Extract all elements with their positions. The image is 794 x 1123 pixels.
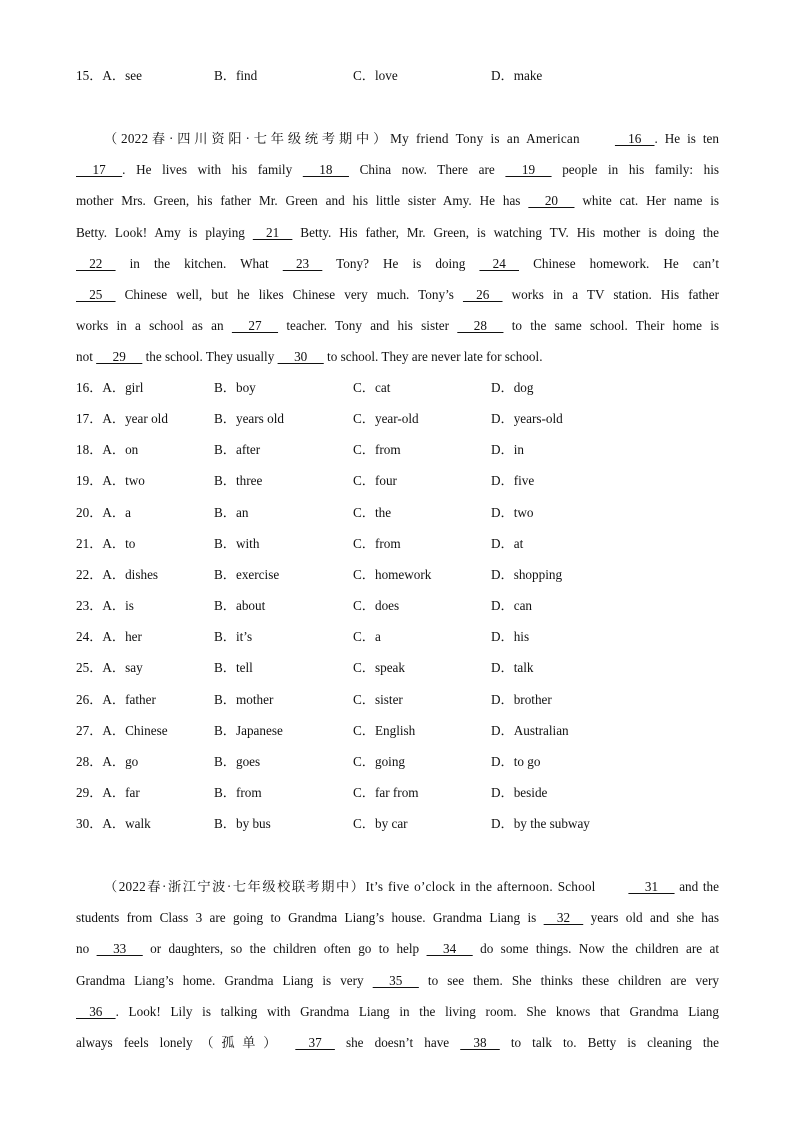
passage-text: people in his family: his — [551, 162, 720, 178]
question-options-row — [76, 627, 736, 647]
question-15-options — [76, 66, 736, 86]
question-number: 22． — [76, 566, 103, 582]
passage-text: years old and she has — [583, 910, 719, 926]
answer-blank: 24 — [479, 255, 519, 271]
option-d: D．make — [491, 68, 543, 83]
question-number: 27． — [76, 722, 103, 738]
passage-line — [76, 185, 719, 216]
question-number-and-option-a — [76, 378, 143, 398]
passage-text: she doesn’t have — [334, 1034, 461, 1050]
answer-blank: 30 — [277, 349, 324, 365]
answer-blank: 23 — [282, 255, 323, 271]
passage-line — [76, 154, 719, 185]
passage-text: to school. They are never late for school. — [323, 349, 543, 365]
passage-text: Chinese homework. He can’t — [519, 255, 719, 271]
answer-blank: 34 — [426, 941, 473, 957]
question-options-row — [76, 690, 736, 710]
answer-blank: 32 — [543, 910, 584, 926]
passage-text: mother Mrs. Green, his father Mr. Green and his little sister Amy. He has — [76, 193, 529, 209]
question-number: 19． — [76, 473, 103, 489]
question-number: 26． — [76, 691, 103, 707]
passage-text: the school. They usually — [142, 349, 278, 365]
question-number-and-option-a — [76, 783, 140, 803]
option-a: A．girl — [102, 380, 144, 395]
answer-blank: 20 — [528, 193, 575, 209]
question-number-and-option-a — [76, 690, 156, 710]
option-d: D．can — [491, 598, 533, 614]
answer-blank: 22 — [76, 255, 116, 271]
question-number: 28． — [76, 753, 103, 769]
option-b: B．goes — [214, 753, 261, 769]
option-d: D．in — [491, 442, 524, 458]
passage-text: do some things. Now the children are at — [472, 941, 720, 957]
answer-blank: 25 — [76, 286, 116, 302]
question-number: 20． — [76, 504, 103, 520]
option-b: B．find — [214, 68, 258, 83]
option-b: B．tell — [214, 660, 253, 676]
option-b: B．exercise — [214, 566, 280, 582]
option-d: D．to go — [491, 753, 541, 769]
passage-line — [76, 871, 719, 902]
answer-blank: 16 — [614, 131, 655, 146]
option-d: D．his — [491, 629, 530, 645]
option-c: C．speak — [353, 660, 406, 676]
option-a: A．far — [102, 784, 140, 800]
option-b: B．with — [214, 535, 260, 551]
question-number-15: 15．A．see — [76, 68, 142, 83]
cloze-passage-1 — [76, 123, 719, 373]
passage-text: Chinese well, but he likes Chinese very much. Tony’s — [115, 286, 463, 302]
question-options-row — [76, 440, 736, 460]
answer-blank: 33 — [96, 941, 143, 957]
option-b: B．boy — [214, 380, 256, 395]
passage-text: works in a school as an — [76, 318, 232, 334]
option-a: A．walk — [102, 816, 151, 832]
passage-text: not — [76, 349, 97, 365]
option-c: C．four — [353, 473, 397, 489]
option-c: C．homework — [353, 566, 432, 582]
option-c: C．the — [353, 504, 392, 520]
question-number-and-option-a — [76, 409, 168, 429]
answer-blank: 29 — [96, 349, 143, 365]
option-c: C．far from — [353, 784, 419, 800]
question-options-row — [76, 721, 736, 741]
option-a: A．year old — [102, 411, 168, 427]
question-number-and-option-a — [76, 534, 135, 554]
question-number-and-option-a — [76, 627, 142, 647]
passage-line — [76, 123, 719, 154]
question-number: 21． — [76, 535, 103, 551]
option-d: D．talk — [491, 660, 534, 676]
option-a: A．dishes — [102, 566, 159, 582]
question-options-row — [76, 814, 736, 834]
option-a: A．a — [102, 504, 131, 520]
passage-line — [76, 217, 719, 248]
question-options-row — [76, 596, 736, 616]
option-a: A．to — [102, 535, 136, 551]
question-number-and-option-a — [76, 596, 134, 616]
passage-text: Betty. Look! Amy is playing — [76, 224, 253, 240]
cloze-passage-2 — [76, 871, 719, 1058]
passage-line — [76, 965, 719, 996]
option-a: A．father — [102, 691, 156, 707]
passage-text: and the — [674, 879, 719, 894]
option-a: A．Chinese — [102, 722, 168, 738]
passage-text: white cat. Her name is — [574, 193, 719, 209]
option-b: B．about — [214, 598, 266, 614]
passage-line — [76, 310, 719, 341]
question-number: 30． — [76, 816, 103, 832]
question-number: 29． — [76, 784, 103, 800]
passage-line — [76, 933, 719, 964]
question-options-row — [76, 503, 736, 523]
passage-text: or daughters, so the children often go to help — [142, 941, 427, 957]
answer-blank: 27 — [231, 318, 279, 334]
option-a: A．on — [102, 442, 139, 458]
question-number-and-option-a — [76, 440, 138, 460]
option-a: A．go — [102, 753, 139, 769]
option-d: D．beside — [491, 784, 548, 800]
option-c: C．from — [353, 535, 401, 551]
answer-blank: 35 — [372, 972, 419, 988]
passage-text: always feels lonely（孤单） — [76, 1034, 296, 1050]
passage-text: （2022春·四川资阳·七年级统考期中）My friend Tony is an American — [104, 131, 587, 146]
question-options-row — [76, 783, 736, 803]
answer-blank: 26 — [462, 286, 503, 302]
passage-line — [76, 248, 719, 279]
passage-text: Grandma Liang’s home. Grandma Liang is very — [76, 972, 373, 988]
option-c: C．year-old — [353, 411, 419, 427]
option-d: D．at — [491, 535, 524, 551]
question-number-and-option-a — [76, 721, 168, 741]
question-number-and-option-a — [76, 471, 145, 491]
question-number-and-option-a — [76, 814, 151, 834]
passage-line — [76, 279, 719, 310]
answer-blank: 37 — [295, 1034, 335, 1050]
answer-blank: 19 — [505, 162, 552, 178]
passage-text: no — [76, 941, 97, 957]
option-c: C．love — [353, 68, 398, 83]
answer-blank: 31 — [628, 879, 675, 894]
question-options-row — [76, 658, 736, 678]
question-options-row — [76, 534, 736, 554]
question-options-row — [76, 471, 736, 491]
option-a: A．say — [102, 660, 143, 676]
question-options-row — [76, 378, 736, 398]
option-d: D．two — [491, 504, 534, 520]
option-c: C．cat — [353, 380, 391, 395]
passage-text: . Look! Lily is talking with Grandma Liang in the living room. She knows that Grandma Liang — [115, 1003, 719, 1019]
option-b: B．after — [214, 442, 261, 458]
option-b: B．from — [214, 784, 262, 800]
passage-text: students from Class 3 are going to Grandma Liang’s house. Grandma Liang is — [76, 910, 544, 926]
question-number-and-option-a — [76, 565, 158, 585]
option-c: C．sister — [353, 691, 403, 707]
question-number-and-option-a — [76, 658, 143, 678]
question-options-row — [76, 565, 736, 585]
question-options-row — [76, 752, 736, 772]
option-b: B．an — [214, 504, 249, 520]
passage-line — [76, 341, 719, 372]
answer-blank: 38 — [460, 1034, 500, 1050]
option-d: D．years-old — [491, 411, 563, 427]
question-number: 18． — [76, 442, 103, 458]
option-c: C．going — [353, 753, 406, 769]
passage-text: to talk to. Betty is cleaning the — [499, 1034, 720, 1050]
option-d: D．shopping — [491, 566, 563, 582]
option-d: D．brother — [491, 691, 552, 707]
answer-blank: 28 — [457, 318, 504, 334]
option-d: D．dog — [491, 380, 534, 395]
option-c: C．does — [353, 598, 400, 614]
option-b: B．it’s — [214, 629, 253, 645]
option-c: C．by car — [353, 816, 408, 832]
option-b: B．Japanese — [214, 722, 283, 738]
answer-blank: 18 — [302, 162, 349, 178]
question-options-row — [76, 409, 736, 429]
option-b: B．mother — [214, 691, 274, 707]
option-d: D．Australian — [491, 722, 569, 738]
passage-text: . He is ten — [654, 131, 719, 146]
passage-text: teacher. Tony and his sister — [278, 318, 458, 334]
option-a: A．two — [102, 473, 145, 489]
passage-text: works in a TV station. His father — [502, 286, 719, 302]
passage-text: to the same school. Their home is — [503, 318, 720, 334]
passage-text: （2022春·浙江宁波·七年级校联考期中）It’s five o’clock in the afternoon. School — [104, 879, 601, 894]
option-a: A．is — [102, 598, 134, 614]
question-number-and-option-a — [76, 503, 131, 523]
option-d: D．five — [491, 473, 535, 489]
option-a: A．her — [102, 629, 142, 645]
passage-text: Betty. His father, Mr. Green, is watching TV. His mother is doing the — [292, 224, 719, 240]
question-number: 17． — [76, 411, 103, 427]
question-number: 23． — [76, 598, 103, 614]
option-c: C．English — [353, 722, 416, 738]
question-number-and-option-a — [76, 752, 138, 772]
passage-text: to see them. She thinks these children are very — [418, 972, 719, 988]
answer-blank: 17 — [76, 162, 123, 178]
option-b: B．years old — [214, 411, 284, 427]
passage-text: . He lives with his family — [122, 162, 303, 178]
option-b: B．by bus — [214, 816, 271, 832]
option-c: C．a — [353, 629, 381, 645]
answer-blank: 36 — [76, 1003, 116, 1019]
passage-text: China now. There are — [348, 162, 506, 178]
answer-blank: 21 — [252, 224, 293, 240]
option-b: B．three — [214, 473, 263, 489]
question-number: 16． — [76, 380, 103, 395]
question-number: 25． — [76, 660, 103, 676]
option-d: D．by the subway — [491, 816, 590, 832]
passage-text: in the kitchen. What — [115, 255, 283, 271]
passage-line — [76, 996, 719, 1027]
option-c: C．from — [353, 442, 401, 458]
passage-text: Tony? He is doing — [322, 255, 480, 271]
question-number: 24． — [76, 629, 103, 645]
passage-line — [76, 902, 719, 933]
passage-line — [76, 1027, 719, 1058]
